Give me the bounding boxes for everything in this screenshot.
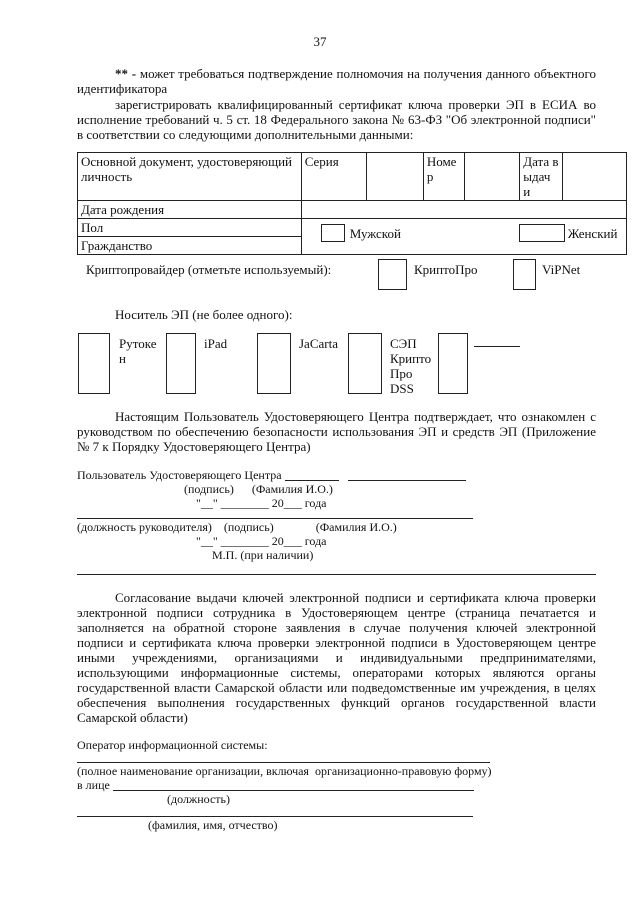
user-signature-line[interactable]	[285, 480, 339, 481]
number-input[interactable]	[464, 153, 519, 201]
jacarta-checkbox[interactable]	[257, 333, 291, 394]
female-label: Женский	[567, 226, 618, 241]
vipnet-label: ViPNet	[542, 262, 581, 277]
note-marker: ** -	[115, 66, 137, 81]
gender-label: Пол	[78, 219, 302, 237]
birth-date-input[interactable]	[301, 201, 626, 219]
cryptopro-checkbox[interactable]	[378, 259, 407, 290]
birth-date-label: Дата рождения	[78, 201, 302, 219]
rutoken-checkbox[interactable]	[78, 333, 110, 394]
page-number: 37	[313, 34, 327, 49]
position-caption: (должность)	[167, 792, 230, 806]
organization-line[interactable]	[77, 762, 490, 763]
male-label: Мужской	[349, 226, 401, 241]
head-signature-line[interactable]	[77, 518, 473, 519]
cryptopro-label: КриптоПро	[414, 262, 478, 277]
female-checkbox[interactable]	[519, 224, 565, 242]
carrier-label: Носитель ЭП (не более одного):	[115, 307, 293, 322]
issue-date-input[interactable]	[563, 153, 627, 201]
authority-note	[77, 66, 596, 96]
crypto-label: Криптопровайдер (отметьте используемый):	[86, 262, 332, 277]
user-name-line[interactable]	[348, 480, 466, 481]
issue-date-label: Дата выдач и	[520, 153, 563, 201]
ipad-checkbox[interactable]	[166, 333, 196, 394]
position-line[interactable]	[113, 790, 474, 791]
head-sign-date: "__" ________ 20___ года	[196, 534, 327, 548]
sep-dss-label: СЭП Крипто Про DSS	[390, 336, 432, 396]
full-name-caption: (фамилия, имя, отчество)	[148, 818, 278, 832]
agreement-paragraph: Согласование выдачи ключей электронной подписи и сертификата ключа проверки электронной подписи сотрудника в Удостоверяющем центре (страница печатается и заполняется на обратной стороне заявления в случае получения ключей электронной подписи и сертификата ключа проверки электронной подписи в Удостоверяющем центре иными учреждениями, организациями и индивидуальными предпринимателями, использующими информационные системы, операторами которых являются органы государственной власти Самарской области или подведомственные им учреждения, в целях обеспечения выполнения государственных функций органов государственной власти Самарской области)	[77, 590, 596, 725]
vipnet-checkbox[interactable]	[513, 259, 536, 290]
other-carrier-checkbox[interactable]	[438, 333, 468, 394]
male-checkbox[interactable]	[321, 224, 345, 242]
note-text: может требоваться подтверждение полномочия на получения данного объектного идентификатора	[77, 66, 596, 96]
number-label: Номе р	[423, 153, 464, 201]
sep-dss-checkbox[interactable]	[348, 333, 382, 394]
stamp-label: М.П. (при наличии)	[212, 548, 314, 562]
head-sign-caption: (должность руководителя) (подпись) (Фамилия И.О.)	[77, 520, 397, 534]
user-sign-caption: (подпись) (Фамилия И.О.)	[184, 482, 333, 496]
operator-label: Оператор информационной системы:	[77, 738, 268, 752]
gender-cell	[301, 219, 626, 255]
series-input[interactable]	[367, 153, 423, 201]
confirmation-paragraph: Настоящим Пользователь Удостоверяющего Центра подтверждает, что ознакомлен с руководством по обеспечению безопасности использования ЭП и средств ЭП (Приложение № 7 к Порядку Удостоверяющего Центра)	[77, 409, 596, 454]
other-carrier-line[interactable]	[474, 346, 520, 347]
jacarta-label: JaCarta	[299, 336, 338, 351]
identity-table	[77, 152, 627, 255]
ipad-label: iPad	[204, 336, 228, 351]
citizenship-label: Гражданство	[78, 237, 302, 255]
section-divider	[77, 574, 596, 575]
user-sign-date: "__" ________ 20___ года	[196, 496, 327, 510]
in-person-label: в лице	[77, 778, 110, 792]
organization-caption: (полное наименование организации, включая организационно-правовую форму)	[77, 764, 492, 778]
intro-paragraph: зарегистрировать квалифицированный сертификат ключа проверки ЭП в ЕСИА во исполнение требований ч. 5 ст. 18 Федерального закона № 63-ФЗ "Об электронной подписи" в соответствии со следующими дополнительными данными:	[77, 97, 596, 142]
rutoken-label: Рутоке н	[119, 336, 157, 366]
document-label: Основной документ, удостоверяющий личность	[78, 153, 302, 201]
series-label: Серия	[301, 153, 367, 201]
user-sign-label: Пользователь Удостоверяющего Центра	[77, 468, 282, 482]
full-name-line[interactable]	[77, 816, 473, 817]
